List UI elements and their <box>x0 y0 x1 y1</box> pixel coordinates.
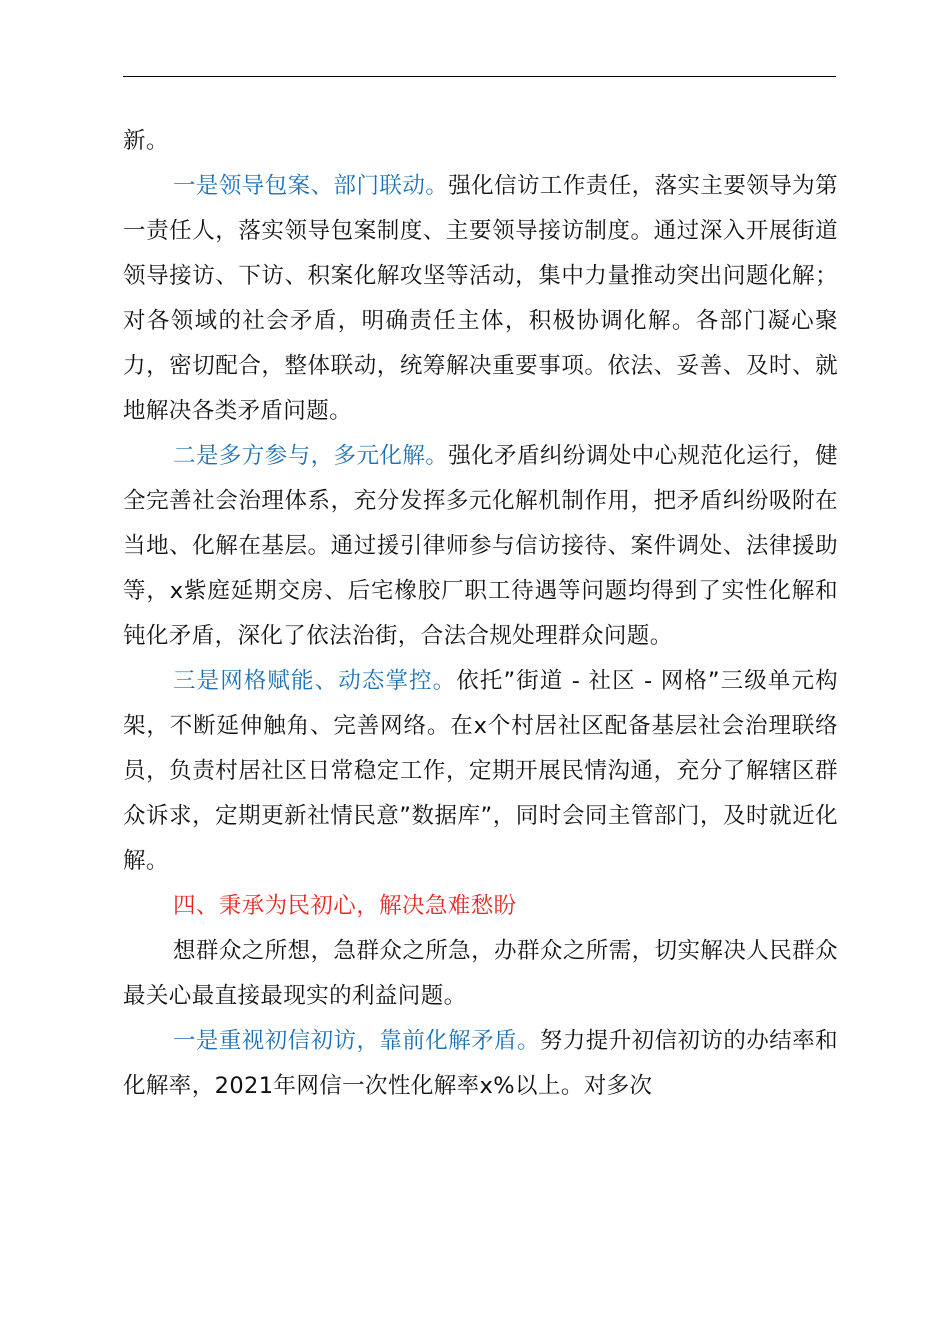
header-rule <box>123 76 836 77</box>
paragraph-text: 努力提升初信初访的办结率和化解率，2021年网信一次性化解率x%以上。对多次 <box>123 1028 839 1099</box>
paragraph-multi-party <box>123 434 838 659</box>
paragraph-text: 新。 <box>123 128 169 154</box>
paragraph-lead: 二是多方参与，多元化解。 <box>173 443 449 469</box>
paragraph-text: 强化信访工作责任，落实主要领导为第一责任人，落实领导包案制度、主要领导接访制度。通过深入开展街道领导接访、下访、积案化解攻坚等活动，集中力量推动突出问题化解；对各领域的社会矛盾，明确责任主体，积极协调化解。各部门凝心聚力，密切配合，整体联动，统筹解决重要事项。依法、妥善、及时、就地解决各类矛盾问题。 <box>123 173 838 424</box>
section-heading-text: 四、秉承为民初心，解决急难愁盼 <box>173 893 517 919</box>
section-heading <box>123 884 838 929</box>
paragraph-lead: 一是领导包案、部门联动。 <box>173 173 449 199</box>
paragraph-grid <box>123 659 838 884</box>
paragraph-text: 强化矛盾纠纷调处中心规范化运行，健全完善社会治理体系，充分发挥多元化解机制作用，把矛盾纠纷吸附在当地、化解在基层。通过援引律师参与信访接待、案件调处、法律援助等，x紫庭延期交房、后宅橡胶厂职工待遇等问题均得到了实性化解和钝化矛盾，深化了依法治街，合法合规处理群众问题。 <box>123 443 838 649</box>
paragraph-text: 想群众之所想，急群众之所急，办群众之所需，切实解决人民群众最关心最直接最现实的利益问题。 <box>123 938 838 1009</box>
paragraph-leadership <box>123 164 838 434</box>
paragraph-intro <box>123 929 838 1019</box>
paragraph-lead: 三是网格赋能、动态掌控。 <box>173 668 457 694</box>
paragraph-lead: 一是重视初信初访，靠前化解矛盾。 <box>173 1028 540 1054</box>
paragraph-text: 依托”街道 - 社区 - 网格”三级单元构架，不断延伸触角、完善网络。在x个村居社区配备基层社会治理联络员，负责村居社区日常稳定工作，定期开展民情沟通，充分了解辖区群众诉求，定期更新社情民意”数据库”，同时会同主管部门，及时就近化解。 <box>123 668 839 874</box>
document-body <box>123 119 838 1109</box>
paragraph-initial-petitions <box>123 1019 838 1109</box>
paragraph-continuation <box>123 119 838 164</box>
